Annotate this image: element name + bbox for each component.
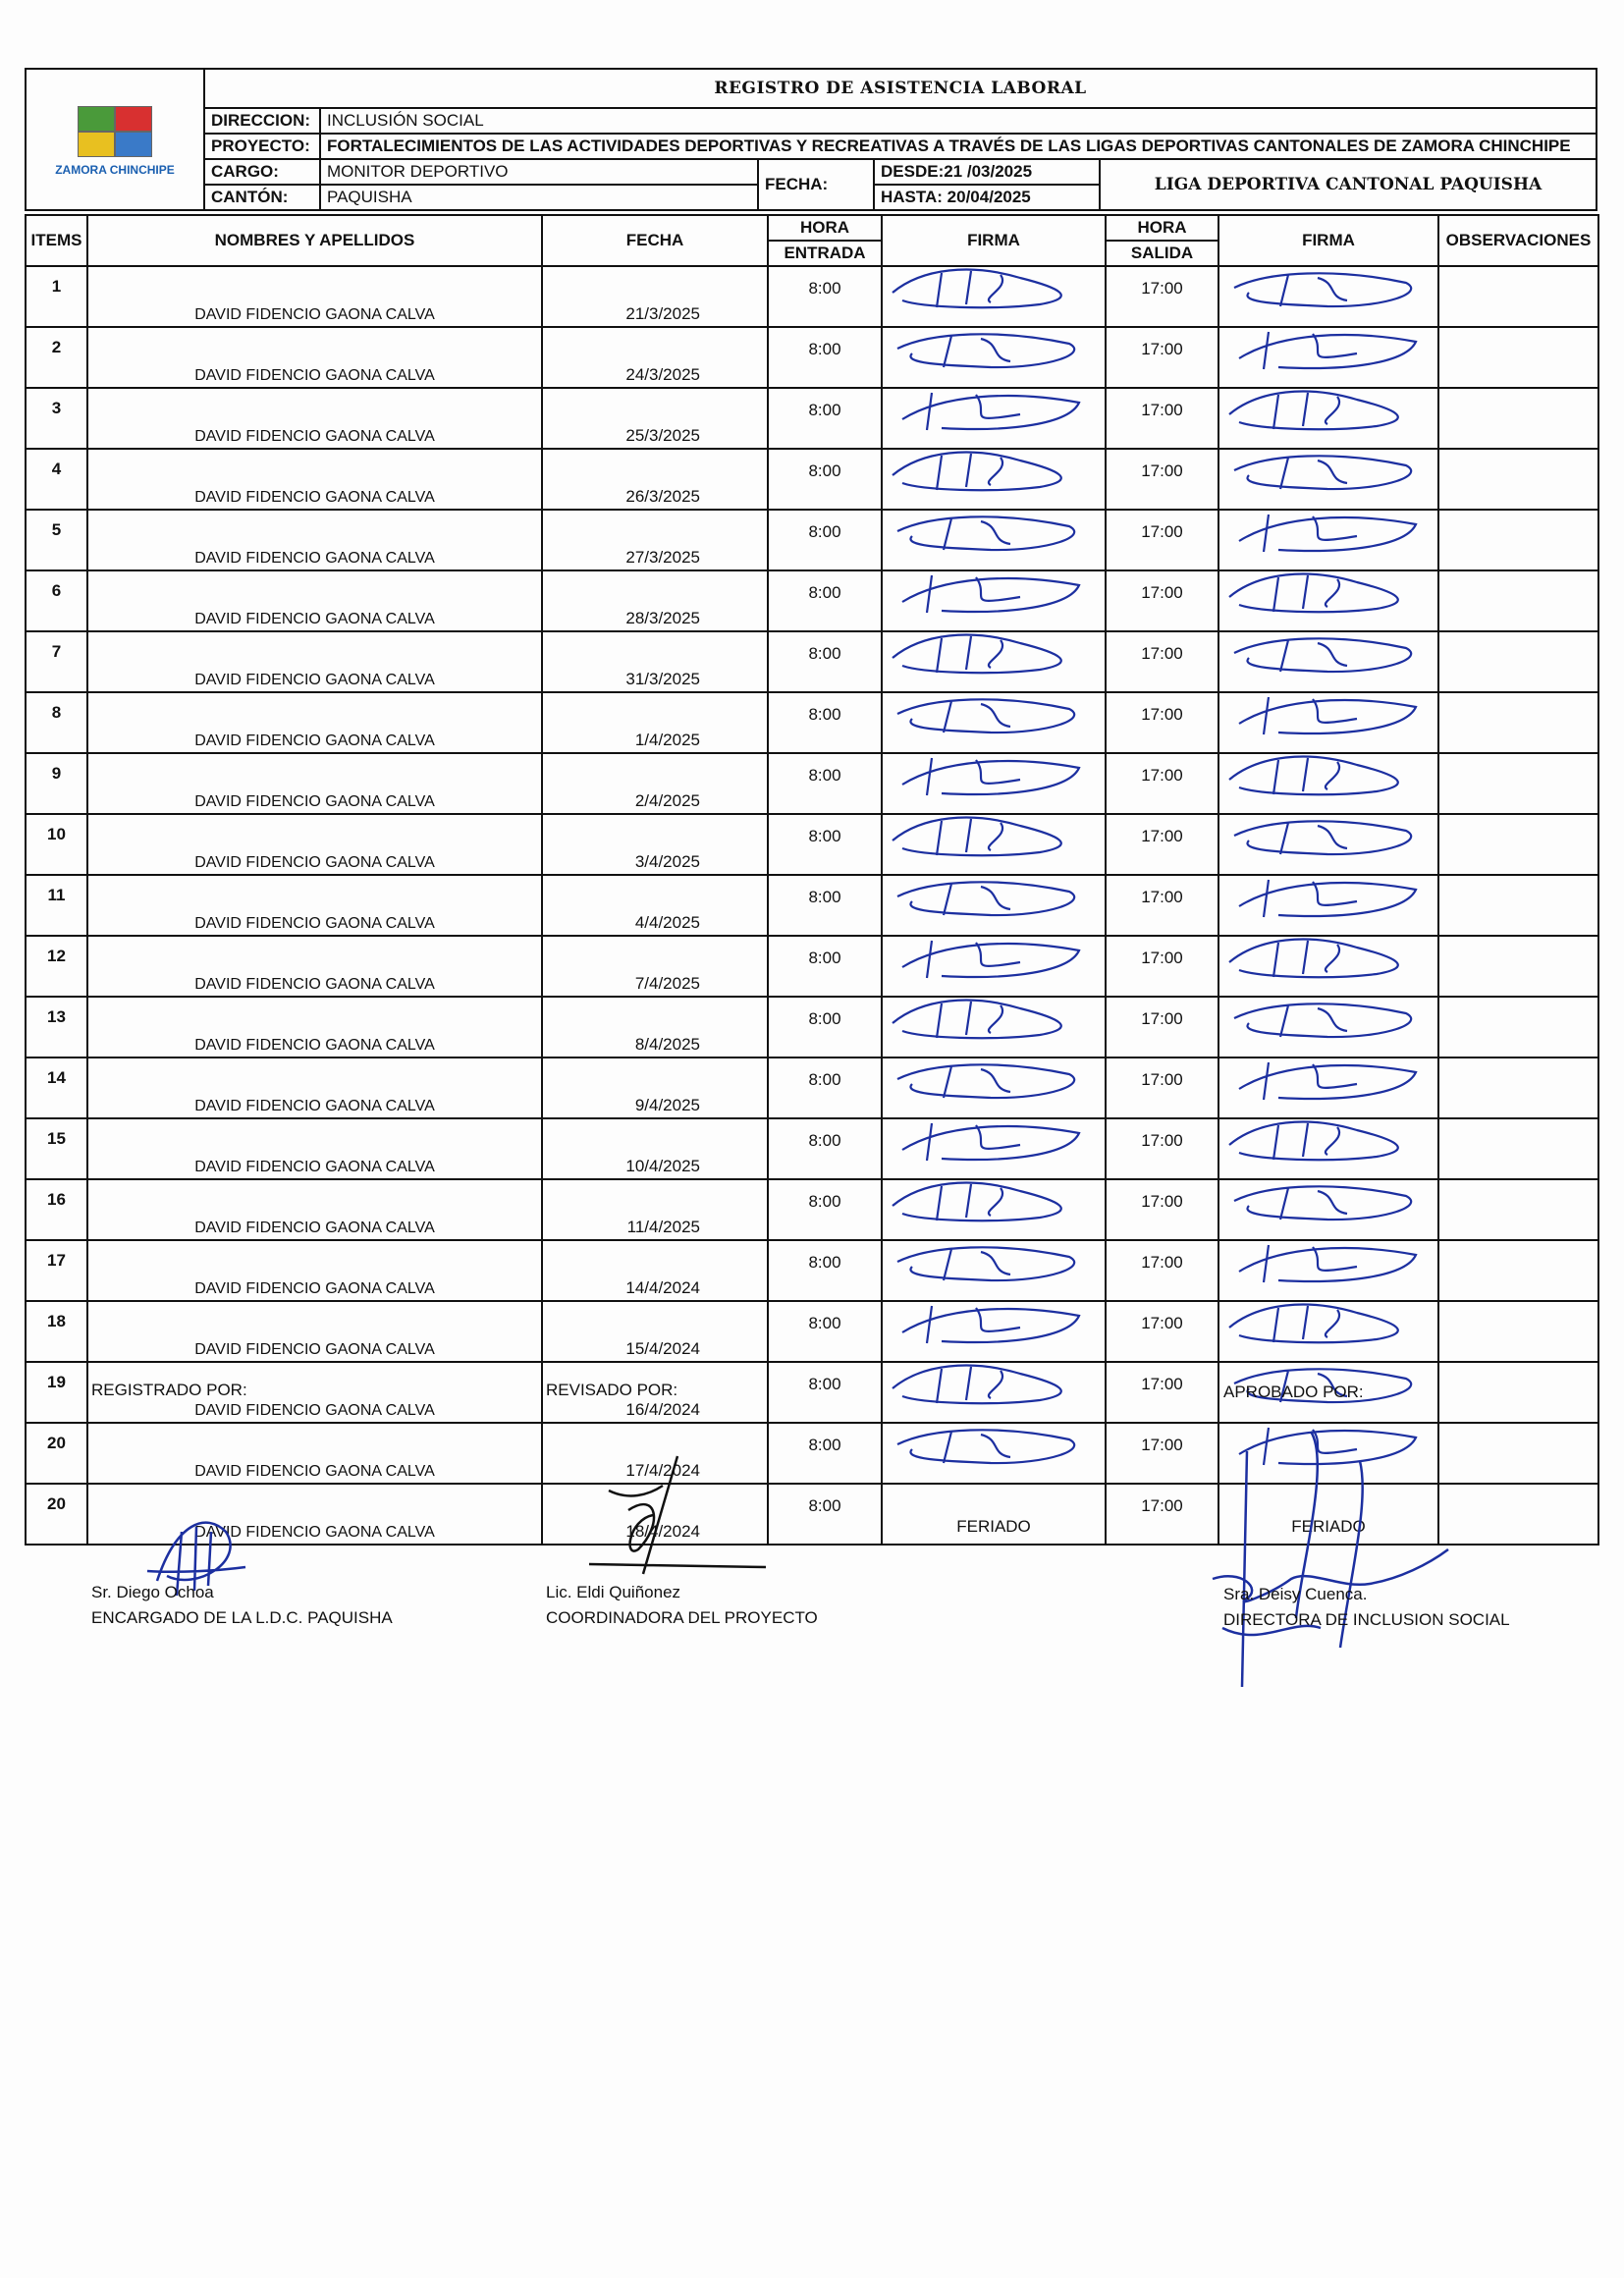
attendance-date: 27/3/2025 xyxy=(542,510,768,570)
attendance-date: 18/4/2024 xyxy=(542,1484,768,1545)
exit-time: 17:00 xyxy=(1106,1301,1218,1362)
feriado-label: FERIADO xyxy=(956,1517,1031,1536)
aprobado-role: DIRECTORA DE INCLUSION SOCIAL xyxy=(1223,1610,1510,1629)
employee-name: DAVID FIDENCIO GAONA CALVA xyxy=(87,388,542,449)
exit-signature xyxy=(1218,753,1438,814)
entry-signature xyxy=(882,266,1106,327)
observations-cell xyxy=(1438,1240,1598,1301)
handwritten-signature-icon xyxy=(1219,568,1437,623)
handwritten-signature-icon xyxy=(1219,1298,1437,1353)
table-row xyxy=(26,327,1598,388)
observations-cell xyxy=(1438,1179,1598,1240)
exit-signature xyxy=(1218,1240,1438,1301)
handwritten-signature-icon xyxy=(883,507,1105,562)
exit-signature xyxy=(1218,692,1438,753)
exit-signature xyxy=(1218,631,1438,692)
table-row xyxy=(26,1058,1598,1118)
attendance-date: 1/4/2025 xyxy=(542,692,768,753)
entry-signature xyxy=(882,570,1106,631)
handwritten-signature-icon xyxy=(1219,446,1437,501)
observations-cell xyxy=(1438,510,1598,570)
table-row xyxy=(26,1240,1598,1301)
table-row xyxy=(26,1179,1598,1240)
observations-cell xyxy=(1438,814,1598,875)
exit-time: 17:00 xyxy=(1106,570,1218,631)
exit-time: 17:00 xyxy=(1106,814,1218,875)
handwritten-signature-icon xyxy=(883,446,1105,501)
item-number: 18 xyxy=(26,1301,87,1362)
handwritten-signature-icon xyxy=(883,1359,1105,1414)
col-hora-salida: HORA xyxy=(1106,215,1218,241)
handwritten-signature-icon xyxy=(1219,324,1437,379)
desde-date: DESDE:21 /03/2025 xyxy=(874,159,1100,185)
employee-name: DAVID FIDENCIO GAONA CALVA xyxy=(87,1301,542,1362)
registrado-label: REGISTRADO POR: xyxy=(91,1381,247,1399)
direccion-label: DIRECCION: xyxy=(204,108,320,134)
employee-name: DAVID FIDENCIO GAONA CALVA xyxy=(87,449,542,510)
item-number: 12 xyxy=(26,936,87,997)
item-number: 11 xyxy=(26,875,87,936)
exit-signature xyxy=(1218,1301,1438,1362)
table-row xyxy=(26,510,1598,570)
entry-signature xyxy=(882,449,1106,510)
attendance-date: 25/3/2025 xyxy=(542,388,768,449)
observations-cell xyxy=(1438,1362,1598,1423)
exit-time: 17:00 xyxy=(1106,1058,1218,1118)
entry-signature xyxy=(882,936,1106,997)
entry-signature xyxy=(882,1362,1106,1423)
fecha-label: FECHA: xyxy=(758,159,874,210)
exit-signature xyxy=(1218,388,1438,449)
table-row xyxy=(26,936,1598,997)
exit-time: 17:00 xyxy=(1106,1240,1218,1301)
employee-name: DAVID FIDENCIO GAONA CALVA xyxy=(87,875,542,936)
item-number: 19 xyxy=(26,1362,87,1423)
entry-signature xyxy=(882,1484,1106,1545)
entry-signature xyxy=(882,1240,1106,1301)
exit-signature xyxy=(1218,997,1438,1058)
attendance-date: 2/4/2025 xyxy=(542,753,768,814)
handwritten-signature-icon xyxy=(883,1237,1105,1292)
col-salida: SALIDA xyxy=(1106,241,1218,266)
feriado-label: FERIADO xyxy=(1291,1517,1366,1536)
exit-time: 17:00 xyxy=(1106,1423,1218,1484)
entry-signature xyxy=(882,997,1106,1058)
entry-signature xyxy=(882,1118,1106,1179)
observations-cell xyxy=(1438,388,1598,449)
entry-time: 8:00 xyxy=(768,997,882,1058)
exit-time: 17:00 xyxy=(1106,1179,1218,1240)
attendance-date: 8/4/2025 xyxy=(542,997,768,1058)
exit-signature xyxy=(1218,449,1438,510)
entry-time: 8:00 xyxy=(768,936,882,997)
entry-time: 8:00 xyxy=(768,1423,882,1484)
handwritten-signature-icon xyxy=(883,750,1105,805)
exit-time: 17:00 xyxy=(1106,753,1218,814)
employee-name: DAVID FIDENCIO GAONA CALVA xyxy=(87,1240,542,1301)
aprobado-label: APROBADO POR: xyxy=(1223,1383,1364,1401)
handwritten-signature-icon xyxy=(883,689,1105,744)
registrado-role: ENCARGADO DE LA L.D.C. PAQUISHA xyxy=(91,1608,393,1627)
table-row xyxy=(26,875,1598,936)
item-number: 20 xyxy=(26,1484,87,1545)
observations-cell xyxy=(1438,449,1598,510)
observations-cell xyxy=(1438,753,1598,814)
handwritten-signature-icon xyxy=(1219,385,1437,440)
page-title: REGISTRO DE ASISTENCIA LABORAL xyxy=(204,69,1597,108)
table-row xyxy=(26,570,1598,631)
handwritten-signature-icon xyxy=(1219,872,1437,927)
col-nombres: NOMBRES Y APELLIDOS xyxy=(87,215,542,266)
exit-signature xyxy=(1218,814,1438,875)
col-firma-salida: FIRMA xyxy=(1218,215,1438,266)
observations-cell xyxy=(1438,327,1598,388)
attendance-date: 31/3/2025 xyxy=(542,631,768,692)
handwritten-signature-icon xyxy=(1219,994,1437,1049)
handwritten-signature-icon xyxy=(883,324,1105,379)
coat-of-arms-icon xyxy=(76,104,154,159)
attendance-date: 16/4/2024 xyxy=(542,1362,768,1423)
item-number: 17 xyxy=(26,1240,87,1301)
attendance-table xyxy=(25,214,1599,1546)
proyecto-value: FORTALECIMIENTOS DE LAS ACTIVIDADES DEPORTIVAS Y RECREATIVAS A TRAVÉS DE LAS LIGAS DEPORTIVAS CANTONALES DE ZAMORA CHINCHIPE xyxy=(320,134,1597,159)
handwritten-signature-icon xyxy=(883,1176,1105,1231)
entry-signature xyxy=(882,753,1106,814)
entry-time: 8:00 xyxy=(768,1362,882,1423)
revisado-signature-icon xyxy=(569,1451,785,1589)
observations-cell xyxy=(1438,266,1598,327)
entry-signature xyxy=(882,814,1106,875)
handwritten-signature-icon xyxy=(883,811,1105,866)
exit-signature xyxy=(1218,936,1438,997)
col-observaciones: OBSERVACIONES xyxy=(1438,215,1598,266)
item-number: 2 xyxy=(26,327,87,388)
exit-time: 17:00 xyxy=(1106,1484,1218,1545)
attendance-date: 17/4/2024 xyxy=(542,1423,768,1484)
handwritten-signature-icon xyxy=(883,1055,1105,1110)
employee-name: DAVID FIDENCIO GAONA CALVA xyxy=(87,814,542,875)
handwritten-signature-icon xyxy=(1219,750,1437,805)
item-number: 1 xyxy=(26,266,87,327)
exit-signature xyxy=(1218,327,1438,388)
cargo-value: MONITOR DEPORTIVO xyxy=(320,159,758,185)
employee-name: DAVID FIDENCIO GAONA CALVA xyxy=(87,1362,542,1423)
item-number: 6 xyxy=(26,570,87,631)
exit-signature xyxy=(1218,266,1438,327)
table-row xyxy=(26,449,1598,510)
exit-signature xyxy=(1218,1058,1438,1118)
employee-name: DAVID FIDENCIO GAONA CALVA xyxy=(87,753,542,814)
handwritten-signature-icon xyxy=(883,994,1105,1049)
handwritten-signature-icon xyxy=(1219,507,1437,562)
exit-time: 17:00 xyxy=(1106,266,1218,327)
handwritten-signature-icon xyxy=(1219,933,1437,988)
exit-signature xyxy=(1218,1118,1438,1179)
revisado-name: Lic. Eldi Quiñonez xyxy=(546,1583,681,1601)
table-row xyxy=(26,814,1598,875)
entry-time: 8:00 xyxy=(768,753,882,814)
exit-time: 17:00 xyxy=(1106,1362,1218,1423)
employee-name: DAVID FIDENCIO GAONA CALVA xyxy=(87,1058,542,1118)
handwritten-signature-icon xyxy=(1219,628,1437,683)
attendance-rows xyxy=(26,266,1598,1545)
attendance-date: 3/4/2025 xyxy=(542,814,768,875)
col-firma-entrada: FIRMA xyxy=(882,215,1106,266)
col-fecha: FECHA xyxy=(542,215,768,266)
employee-name: DAVID FIDENCIO GAONA CALVA xyxy=(87,631,542,692)
item-number: 16 xyxy=(26,1179,87,1240)
entry-time: 8:00 xyxy=(768,1484,882,1545)
entry-time: 8:00 xyxy=(768,875,882,936)
handwritten-signature-icon xyxy=(883,263,1105,318)
table-row xyxy=(26,266,1598,327)
entry-signature xyxy=(882,631,1106,692)
entry-time: 8:00 xyxy=(768,1301,882,1362)
exit-time: 17:00 xyxy=(1106,692,1218,753)
exit-signature xyxy=(1218,1179,1438,1240)
logo-text: ZAMORA CHINCHIPE xyxy=(55,162,175,177)
entry-signature xyxy=(882,327,1106,388)
handwritten-signature-icon xyxy=(883,933,1105,988)
exit-time: 17:00 xyxy=(1106,997,1218,1058)
handwritten-signature-icon xyxy=(883,385,1105,440)
exit-signature xyxy=(1218,570,1438,631)
entry-signature xyxy=(882,510,1106,570)
entry-signature xyxy=(882,875,1106,936)
col-items: ITEMS xyxy=(26,215,87,266)
attendance-date: 9/4/2025 xyxy=(542,1058,768,1118)
entry-signature xyxy=(882,1179,1106,1240)
item-number: 15 xyxy=(26,1118,87,1179)
observations-cell xyxy=(1438,692,1598,753)
observations-cell xyxy=(1438,1058,1598,1118)
employee-name: DAVID FIDENCIO GAONA CALVA xyxy=(87,936,542,997)
table-row xyxy=(26,1301,1598,1362)
table-row xyxy=(26,388,1598,449)
exit-signature xyxy=(1218,875,1438,936)
direccion-value: INCLUSIÓN SOCIAL xyxy=(320,108,1597,134)
col-hora-entrada: HORA xyxy=(768,215,882,241)
revisado-label: REVISADO POR: xyxy=(546,1381,678,1399)
item-number: 8 xyxy=(26,692,87,753)
exit-time: 17:00 xyxy=(1106,388,1218,449)
cargo-label: CARGO: xyxy=(204,159,320,185)
employee-name: DAVID FIDENCIO GAONA CALVA xyxy=(87,266,542,327)
table-row xyxy=(26,753,1598,814)
exit-time: 17:00 xyxy=(1106,510,1218,570)
exit-time: 17:00 xyxy=(1106,631,1218,692)
aprobado-signature-icon xyxy=(1203,1422,1478,1697)
aprobado-name: Sra. Deisy Cuenca. xyxy=(1223,1585,1368,1603)
observations-cell xyxy=(1438,1118,1598,1179)
handwritten-signature-icon xyxy=(883,568,1105,623)
entry-signature xyxy=(882,1423,1106,1484)
entry-time: 8:00 xyxy=(768,631,882,692)
entry-time: 8:00 xyxy=(768,692,882,753)
entry-time: 8:00 xyxy=(768,266,882,327)
item-number: 7 xyxy=(26,631,87,692)
attendance-date: 11/4/2025 xyxy=(542,1179,768,1240)
item-number: 13 xyxy=(26,997,87,1058)
entry-signature xyxy=(882,388,1106,449)
table-row xyxy=(26,1118,1598,1179)
handwritten-signature-icon xyxy=(1219,1115,1437,1170)
observations-cell xyxy=(1438,936,1598,997)
exit-time: 17:00 xyxy=(1106,936,1218,997)
entry-time: 8:00 xyxy=(768,1058,882,1118)
item-number: 20 xyxy=(26,1423,87,1484)
handwritten-signature-icon xyxy=(883,1115,1105,1170)
entry-time: 8:00 xyxy=(768,388,882,449)
entry-time: 8:00 xyxy=(768,570,882,631)
col-entrada: ENTRADA xyxy=(768,241,882,266)
item-number: 5 xyxy=(26,510,87,570)
attendance-date: 24/3/2025 xyxy=(542,327,768,388)
attendance-date: 7/4/2025 xyxy=(542,936,768,997)
employee-name: DAVID FIDENCIO GAONA CALVA xyxy=(87,1484,542,1545)
logo xyxy=(26,69,204,210)
exit-time: 17:00 xyxy=(1106,327,1218,388)
item-number: 10 xyxy=(26,814,87,875)
revisado-role: COORDINADORA DEL PROYECTO xyxy=(546,1608,818,1627)
item-number: 9 xyxy=(26,753,87,814)
entry-time: 8:00 xyxy=(768,327,882,388)
handwritten-signature-icon xyxy=(1219,689,1437,744)
canton-value: PAQUISHA xyxy=(320,185,758,210)
attendance-date: 4/4/2025 xyxy=(542,875,768,936)
item-number: 14 xyxy=(26,1058,87,1118)
entry-time: 8:00 xyxy=(768,814,882,875)
entry-time: 8:00 xyxy=(768,449,882,510)
entry-time: 8:00 xyxy=(768,1179,882,1240)
employee-name: DAVID FIDENCIO GAONA CALVA xyxy=(87,1179,542,1240)
handwritten-signature-icon xyxy=(883,1298,1105,1353)
attendance-date: 15/4/2024 xyxy=(542,1301,768,1362)
table-row xyxy=(26,692,1598,753)
handwritten-signature-icon xyxy=(1219,1176,1437,1231)
registrado-name: Sr. Diego Ochoa xyxy=(91,1583,214,1601)
employee-name: DAVID FIDENCIO GAONA CALVA xyxy=(87,997,542,1058)
observations-cell xyxy=(1438,1301,1598,1362)
liga-name: LIGA DEPORTIVA CANTONAL PAQUISHA xyxy=(1100,159,1597,210)
observations-cell xyxy=(1438,997,1598,1058)
employee-name: DAVID FIDENCIO GAONA CALVA xyxy=(87,1118,542,1179)
canton-label: CANTÓN: xyxy=(204,185,320,210)
exit-time: 17:00 xyxy=(1106,1118,1218,1179)
observations-cell xyxy=(1438,570,1598,631)
handwritten-signature-icon xyxy=(883,872,1105,927)
observations-cell xyxy=(1438,631,1598,692)
handwritten-signature-icon xyxy=(1219,1055,1437,1110)
employee-name: DAVID FIDENCIO GAONA CALVA xyxy=(87,327,542,388)
employee-name: DAVID FIDENCIO GAONA CALVA xyxy=(87,570,542,631)
entry-time: 8:00 xyxy=(768,510,882,570)
employee-name: DAVID FIDENCIO GAONA CALVA xyxy=(87,1423,542,1484)
entry-signature xyxy=(882,1301,1106,1362)
handwritten-signature-icon xyxy=(883,628,1105,683)
exit-time: 17:00 xyxy=(1106,875,1218,936)
attendance-date: 21/3/2025 xyxy=(542,266,768,327)
attendance-date: 26/3/2025 xyxy=(542,449,768,510)
table-row xyxy=(26,997,1598,1058)
entry-signature xyxy=(882,1058,1106,1118)
proyecto-label: PROYECTO: xyxy=(204,134,320,159)
hasta-date: HASTA: 20/04/2025 xyxy=(874,185,1100,210)
attendance-date: 10/4/2025 xyxy=(542,1118,768,1179)
item-number: 4 xyxy=(26,449,87,510)
handwritten-signature-icon xyxy=(883,1420,1105,1475)
attendance-date: 14/4/2024 xyxy=(542,1240,768,1301)
entry-time: 8:00 xyxy=(768,1118,882,1179)
exit-signature xyxy=(1218,510,1438,570)
handwritten-signature-icon xyxy=(1219,1237,1437,1292)
table-row xyxy=(26,631,1598,692)
handwritten-signature-icon xyxy=(1219,263,1437,318)
handwritten-signature-icon xyxy=(1219,811,1437,866)
observations-cell xyxy=(1438,875,1598,936)
header-table xyxy=(25,68,1597,211)
employee-name: DAVID FIDENCIO GAONA CALVA xyxy=(87,692,542,753)
exit-time: 17:00 xyxy=(1106,449,1218,510)
item-number: 3 xyxy=(26,388,87,449)
employee-name: DAVID FIDENCIO GAONA CALVA xyxy=(87,510,542,570)
entry-time: 8:00 xyxy=(768,1240,882,1301)
entry-signature xyxy=(882,692,1106,753)
attendance-date: 28/3/2025 xyxy=(542,570,768,631)
